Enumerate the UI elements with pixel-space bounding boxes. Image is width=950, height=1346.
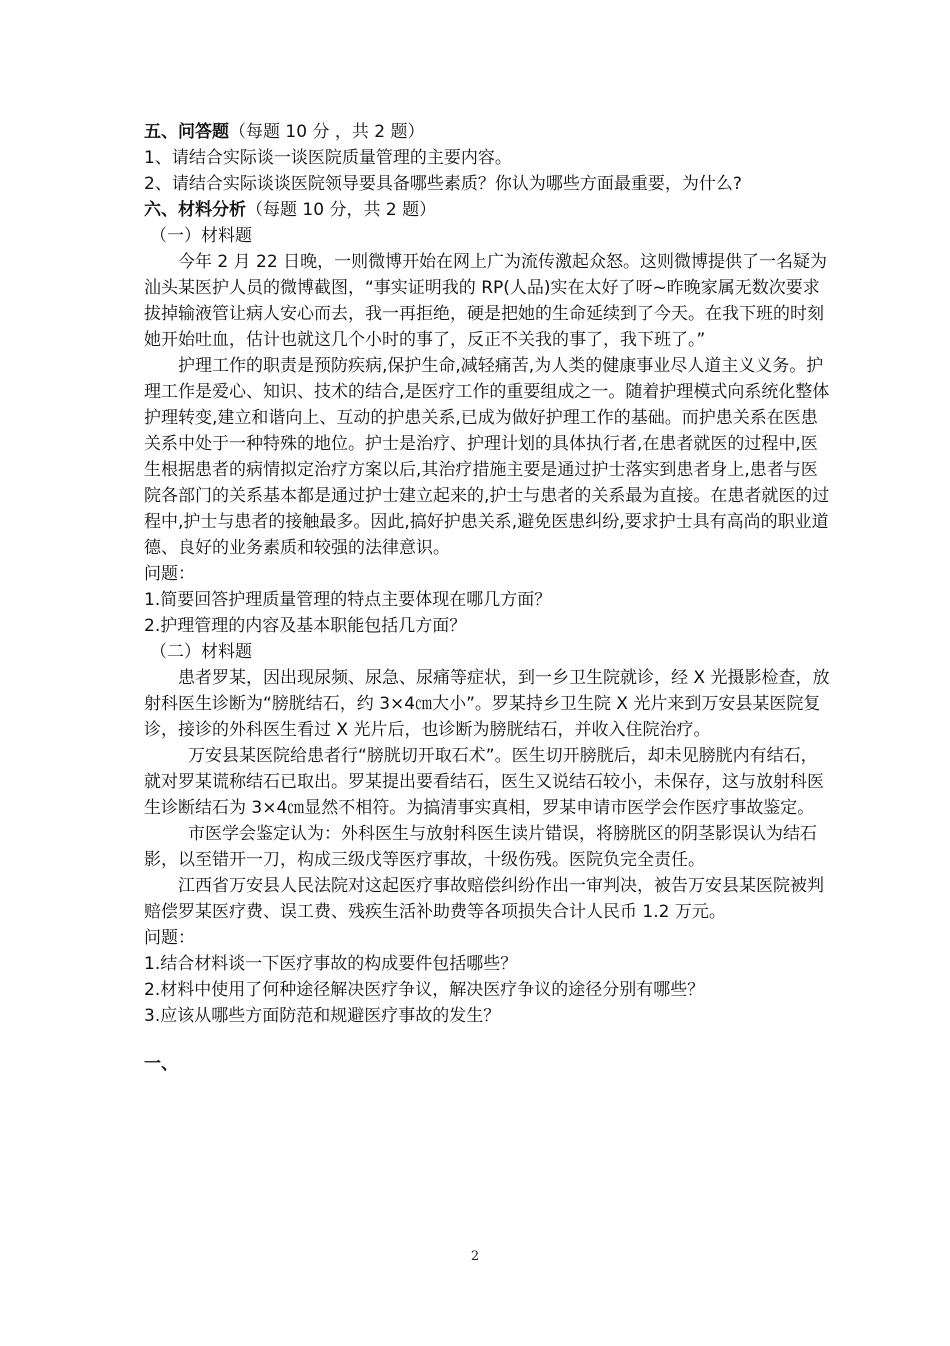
case2-questions-label: 问题： (144, 928, 195, 948)
section6-heading (144, 197, 834, 223)
section6-title: 六、材料分析 (144, 200, 246, 220)
section5-title: 五、问答题 (144, 122, 229, 142)
document-body (144, 119, 834, 1077)
case2-title: （二）材料题 (150, 642, 252, 662)
section5-note: （每题 10 分 ，共 2 题） (229, 122, 425, 142)
case2-paragraph-4: 江西省万安县人民法院对这起医疗事故赔偿纠纷作出一审判决，被告万安县某医院被判赔偿罗某医疗费、误工费、残疾生活补助费等各项损失合计人民币 1.2 万元。 (144, 876, 824, 922)
case2-question-1: 1.结合材料谈一下医疗事故的构成要件包括哪些？ (144, 954, 518, 974)
case1-title: （一）材料题 (150, 226, 252, 246)
section6-note: （每题 10 分，共 2 题） (246, 200, 437, 220)
case2-paragraph-1: 患者罗某，因出现尿频、尿急、尿痛等症状，到一乡卫生院就诊，经 X 光摄影检查，放射科医生诊断为“膀胱结石，约 3×4㎝大小”。罗某持乡卫生院 X 光片来到万安县某医院复诊，接诊的外科医生看过 X 光片后，也诊断为膀胱结石，并收入住院治疗。 (144, 668, 830, 740)
case1-question-1: 1.简要回答护理质量管理的特点主要体现在哪几方面？ (144, 590, 552, 610)
page-number: 2 (470, 1249, 480, 1264)
case1-paragraph-1: 今年 2 月 22 日晚，一则微博开始在网上广为流传激起众怒。这则微博提供了一名疑为汕头某医护人员的微博截图，“事实证明我的 RP(人品)实在太好了呀~昨晚家属无数次要求拔掉输液管让病人安心而去，我一再拒绝，硬是把她的生命延续到了今天。在我下班的时刻她开始吐血，估计也就这几个小时的事了，反正不关我的事了，我下班了。” (144, 252, 828, 350)
case1-question-2: 2.护理管理的内容及基本职能包括几方面？ (144, 616, 467, 636)
trailing-heading: 一、 (144, 1054, 178, 1074)
section5-question-1: 1、请结合实际谈一谈医院质量管理的主要内容。 (144, 148, 512, 168)
case2-paragraph-3: 市医学会鉴定认为：外科医生与放射科医生读片错误，将膀胱区的阴茎影误认为结石影，以至错开一刀，构成三级戊等医疗事故，十级伤残。医院负完全责任。 (144, 824, 817, 870)
case1-questions-label: 问题： (144, 564, 195, 584)
case2-paragraph-2: 万安县某医院给患者行“膀胱切开取石术”。医生切开膀胱后，却未见膀胱内有结石，就对罗某谎称结石已取出。罗某提出要看结石，医生又说结石较小，未保存，这与放射科医生诊断结石为 3×4㎝显然不相符。为搞清事实真相，罗某申请市医学会作医疗事故鉴定。 (144, 746, 824, 818)
section5-question-2: 2、请结合实际谈谈医院领导要具备哪些素质？你认为哪些方面最重要，为什么? (144, 174, 742, 194)
case2-question-2: 2.材料中使用了何种途径解决医疗争议，解决医疗争议的途径分别有哪些？ (144, 980, 705, 1000)
section5-heading (144, 119, 834, 145)
case1-paragraph-2: 护理工作的职责是预防疾病,保护生命,减轻痛苦,为人类的健康事业尽人道主义义务。护理工作是爱心、知识、技术的结合,是医疗工作的重要组成之一。随着护理模式向系统化整体护理转变,建立和谐向上、互动的护患关系,已成为做好护理工作的基础。而护患关系在医患关系中处于一种特殊的地位。护士是治疗、护理计划的具体执行者,在患者就医的过程中,医生根据患者的病情拟定治疗方案以后,其治疗措施主要是通过护士落实到患者身上,患者与医院各部门的关系基本都是通过护士建立起来的,护士与患者的关系最为直接。在患者就医的过程中,护士与患者的接触最多。因此,搞好护患关系,避免医患纠纷,要求护士具有高尚的职业道德、良好的业务素质和较强的法律意识。 (144, 356, 830, 558)
case2-question-3: 3.应该从哪些方面防范和规避医疗事故的发生？ (144, 1006, 501, 1026)
